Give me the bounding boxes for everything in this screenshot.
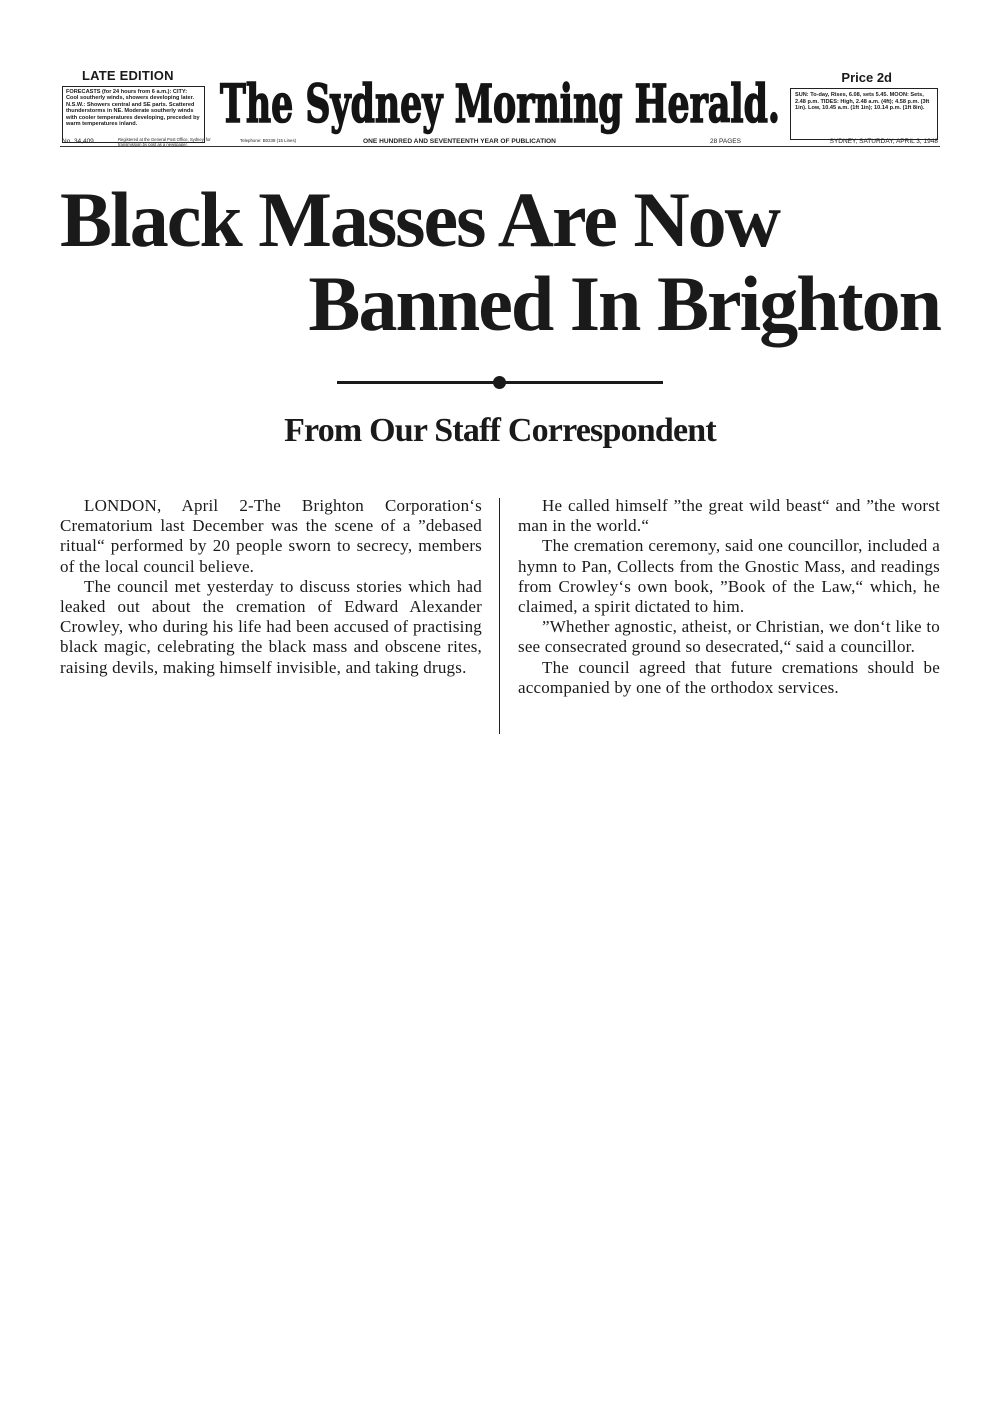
newspaper-title-text: The Sydney Morning Herald. <box>220 74 780 135</box>
newspaper-masthead <box>60 66 940 152</box>
paragraph: The council agreed that future cremations should be accompanied by one of the orthodox services. <box>518 657 940 697</box>
dateline: SYDNEY, SATURDAY, APRIL 3, 1948 <box>829 138 938 145</box>
registration-note: Registered at the General Post Office, Sydney, for transmission by post as a newspaper. <box>118 137 211 147</box>
publication-year-line: ONE HUNDRED AND SEVENTEENTH YEAR OF PUBLICATION <box>363 138 556 145</box>
weather-forecast-box: FORECASTS (for 24 hours from 6 a.m.): CITY: Cool southerly winds, showers developing later. N.S.W.: Showers central and SE parts. Scattered thunderstorms in NE. Moderate southerly winds with cooler temperatures developing, preceded by warm temperatures inland. <box>62 86 205 143</box>
headline <box>60 178 940 346</box>
page-count: 28 PAGES <box>710 138 741 145</box>
telephone-note: Telephone: B0238 (15 Lines) <box>240 138 297 143</box>
paragraph: He called himself ”the great wild beast“ and ”the worst man in the world.“ <box>518 496 940 536</box>
ornament-dot <box>493 376 506 389</box>
newspaper-title-wordmark <box>218 72 783 136</box>
article-column-left <box>60 496 482 678</box>
price-label: Price 2d <box>841 70 892 85</box>
edition-label: LATE EDITION <box>82 68 174 83</box>
issue-number: No. 34,409 <box>62 138 94 145</box>
article-column-right <box>518 496 940 698</box>
sun-moon-tides-box: SUN: To-day, Rises, 6.08, sets 5.45. MOON: Sets, 2.48 p.m. TIDES: High, 2.48 a.m. (4ft); 4.58 p.m. (3ft 1in). Low, 10.45 a.m. (1ft 1in); 10.14 p.m. (1ft 8in). <box>790 88 938 140</box>
paragraph: LONDON, April 2-The Brighton Corporation‘s Crematorium last December was the scene of a ”debased ritual“ performed by 20 people sworn to secrecy, members of the local council believe. <box>60 496 482 576</box>
byline: From Our Staff Correspondent <box>284 412 716 449</box>
paragraph: ”Whether agnostic, atheist, or Christian, we don‘t like to see consecrated ground so desecrated,“ said a councillor. <box>518 617 940 657</box>
masthead-rule <box>60 146 940 147</box>
headline-line-2: Banned In Brighton <box>308 260 940 347</box>
headline-ornament-divider <box>337 374 663 390</box>
headline-line-1: Black Masses Are Now <box>60 176 780 263</box>
paragraph: The cremation ceremony, said one councillor, included a hymn to Pan, Collects from the Gnostic Mass, and readings from Crowley‘s own book, ”Book of the Law,“ which, he claimed, a spirit dictated to him. <box>518 536 940 617</box>
newspaper-title-logo <box>218 72 783 136</box>
paragraph: The council met yesterday to discuss stories which had leaked out about the cremation of Edward Alexander Crowley, who during his life had been accused of practising black magic, celebrating the black mass and obscene rites, raising devils, making himself invisible, and taking drugs. <box>60 576 482 677</box>
column-divider <box>499 498 500 734</box>
